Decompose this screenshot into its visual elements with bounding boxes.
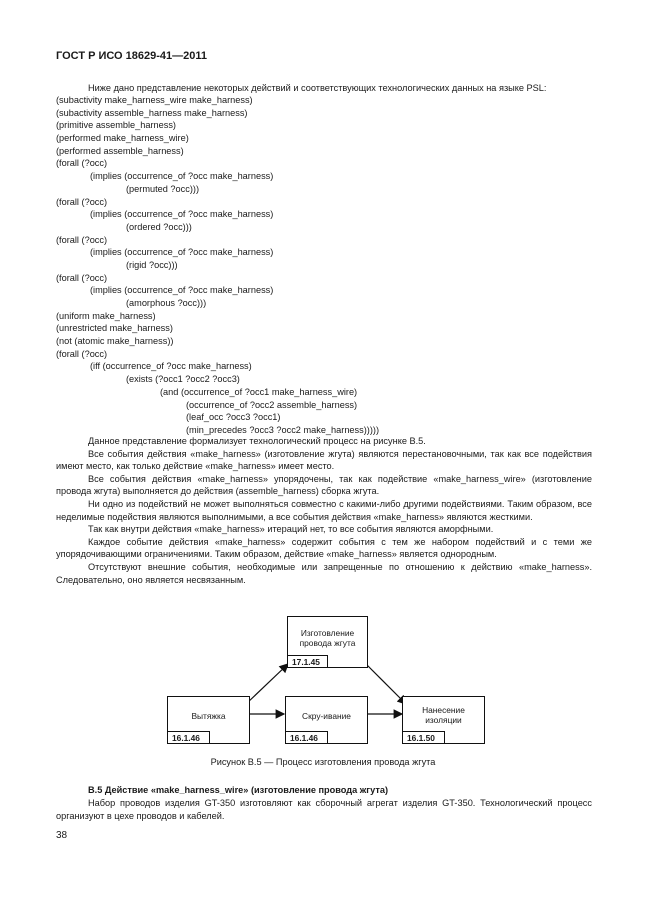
box-right <box>402 696 485 744</box>
body-text <box>56 435 592 586</box>
box-title: Нанесение изоляции <box>422 705 465 725</box>
body-paragraph: Данное представление формализует технологический процесс на рисунке В.5. <box>88 436 426 446</box>
body-paragraph: Ни одно из подействий не может выполняться совместно с какими-либо другими подействиями. Таким образом, все неделимые подействия являются выполнимыми, а все события действия «make_harness» являются жесткими. <box>56 498 592 522</box>
code-line: (performed make_harness_wire) <box>56 133 189 144</box>
code-line: (unrestricted make_harness) <box>56 323 173 334</box>
code-line: (permuted ?occ))) <box>126 183 200 194</box>
code-line: (implies (occurrence_of ?occ make_harness) <box>90 285 274 296</box>
code-line: (not (atomic make_harness)) <box>56 336 174 347</box>
page-header: ГОСТ Р ИСО 18629-41—2011 <box>56 50 208 62</box>
code-line: (leaf_occ ?occ3 ?occ1) <box>186 412 281 423</box>
box-code: 16.1.50 <box>403 731 445 743</box>
code-line: (forall (?occ) <box>56 272 108 283</box>
code-line: (performed assemble_harness) <box>56 145 184 156</box>
code-line: (implies (occurrence_of ?occ make_harness) <box>90 209 274 220</box>
psl-code-block <box>56 94 379 437</box>
body-paragraph: Отсутствуют внешние события, необходимые или запрещенные по отношению к действию «make_harness». Следовательно, оно является несвязанным. <box>56 561 592 585</box>
box-mid <box>285 696 368 744</box>
code-line: (implies (occurrence_of ?occ make_harness) <box>90 171 274 182</box>
box-code: 16.1.46 <box>168 731 210 743</box>
code-line: (forall (?occ) <box>56 234 108 245</box>
code-line: (and (occurrence_of ?occ1 make_harness_wire) <box>160 386 358 397</box>
code-line: (exists (?occ1 ?occ2 ?occ3) <box>126 374 240 385</box>
intro-paragraph: Ниже дано представление некоторых действий и соответствующих технологических данных на языке PSL: <box>88 83 547 93</box>
body-paragraph: Каждое событие действия «make_harness» содержит события с тем же набором подействий и с теми же упорядочивающими ограничениями. Таким образом, действие «make_harness» является однородным. <box>56 536 592 560</box>
code-line: (subactivity assemble_harness make_harness) <box>56 107 248 118</box>
box-title: Изготовление провода жгута <box>299 628 356 648</box>
body-paragraph: Все события действия «make_harness» (изготовление жгута) являются перестановочными, так как все подействия имеют место, как только действие «make_harness» имеет место. <box>56 448 592 472</box>
figure-b5 <box>0 608 646 758</box>
code-line: (iff (occurrence_of ?occ make_harness) <box>90 361 252 372</box>
arrow-top-to-right <box>366 664 406 704</box>
code-line: (forall (?occ) <box>56 348 108 359</box>
body-paragraph: Так как внутри действия «make_harness» итераций нет, то все события являются аморфными. <box>88 524 494 535</box>
box-title: Вытяжка <box>191 711 226 721</box>
code-line: (forall (?occ) <box>56 196 108 207</box>
code-line: (min_precedes ?occ3 ?occ2 make_harness))))) <box>186 424 380 435</box>
code-line: (forall (?occ) <box>56 158 108 169</box>
figure-caption: Рисунок В.5 — Процесс изготовления провода жгута <box>210 757 436 767</box>
body-paragraph: Все события действия «make_harness» упорядочены, так как подействие «make_harness_wire» (изготовление провода жгута) выполняется до действия (assemble_harness) сборка жгута. <box>56 473 592 497</box>
code-line: (implies (occurrence_of ?occ make_harness) <box>90 247 274 258</box>
code-line: (ordered ?occ))) <box>126 221 192 232</box>
box-code: 16.1.46 <box>286 731 328 743</box>
section-paragraph: Набор проводов изделия GT-350 изготовляют как сборочный агрегат изделия GT-350. Технологический процесс организуют в цехе проводов и кабелей. <box>56 798 592 821</box>
code-line: (amorphous ?occ))) <box>126 298 207 308</box>
section-heading: В.5 Действие «make_harness_wire» (изготовление провода жгута) <box>88 785 389 795</box>
code-line: (subactivity make_harness_wire make_harness) <box>56 95 253 105</box>
box-code: 17.1.45 <box>288 655 328 667</box>
arrow-left-to-top <box>246 664 288 704</box>
page-number: 38 <box>56 830 68 841</box>
box-left <box>167 696 250 744</box>
box-title: Скру-ивание <box>302 711 351 721</box>
code-line: (uniform make_harness) <box>56 310 156 321</box>
code-line: (primitive assemble_harness) <box>56 120 176 131</box>
box-top <box>287 616 368 668</box>
code-line: (rigid ?occ))) <box>126 259 178 270</box>
code-line: (occurrence_of ?occ2 assemble_harness) <box>186 399 358 410</box>
